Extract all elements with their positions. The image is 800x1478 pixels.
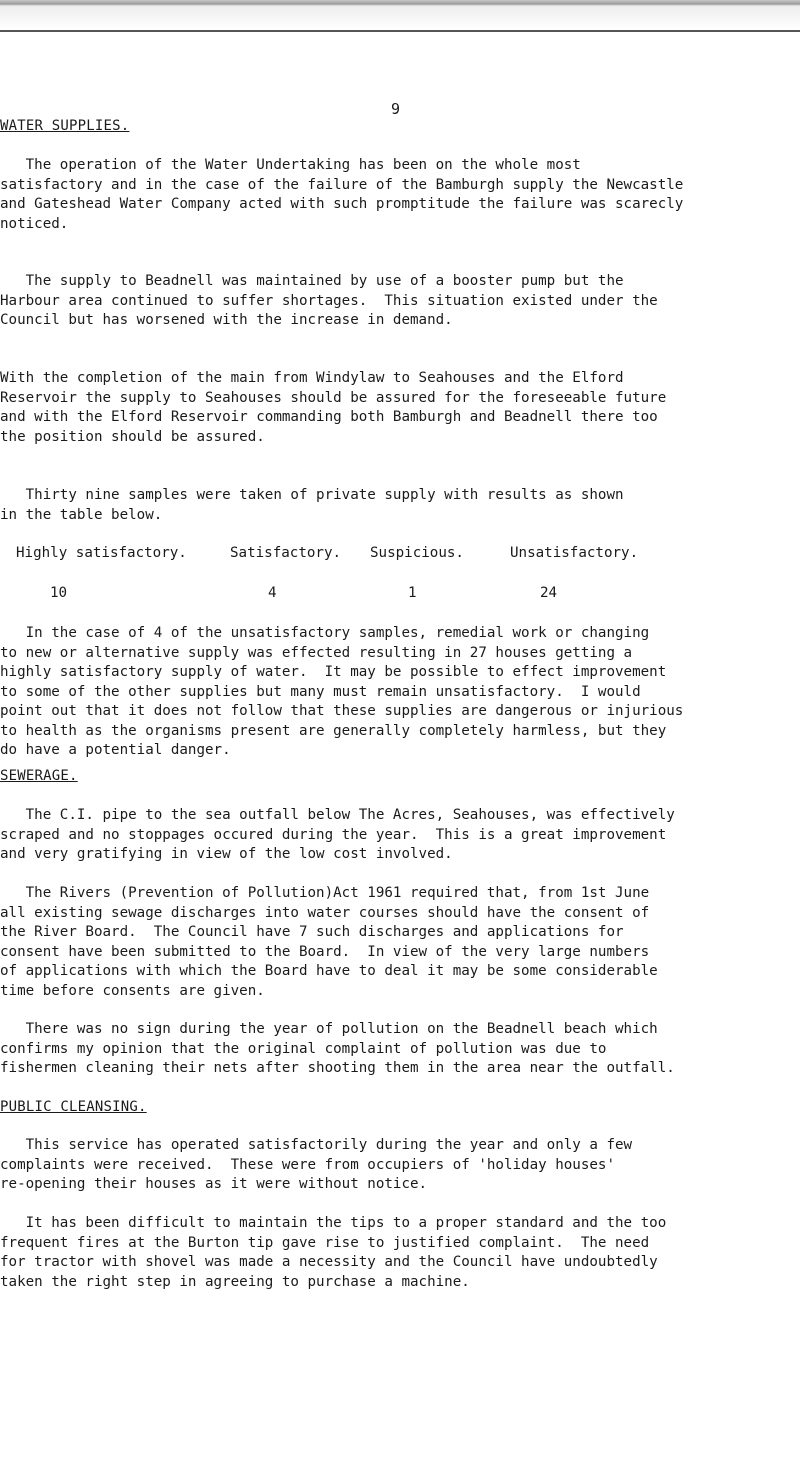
sewerage-heading: SEWERAGE.: [0, 768, 78, 784]
page-number: 9: [391, 100, 401, 118]
water-paragraph-2: The supply to Beadnell was maintained by use of a booster pump but the Harbour area continued to suffer shortages. This situation existed under the Council but has worsened with the increase in demand.: [0, 273, 658, 328]
water-paragraph-1: The operation of the Water Undertaking has been on the whole most satisfactory and in the case of the failure of the Bamburgh supply the Newcastle and Gateshead Water Company acted with such promptitude the failure was scarecly noticed.: [0, 157, 684, 232]
table-value-unsatisfactory: 24: [540, 585, 558, 601]
page-top-edge: [0, 0, 800, 34]
table-header-satisfactory: Satisfactory.: [230, 545, 342, 561]
table-value-satisfactory: 4: [268, 585, 277, 601]
sewerage-paragraph-1: The C.I. pipe to the sea outfall below The Acres, Seahouses, was effectively scraped and no stoppages occured during the year. This is a great improvement and very gratifying in view of the low cost involved.: [0, 807, 675, 862]
water-paragraph-4: Thirty nine samples were taken of private supply with results as shown in the table below.: [0, 487, 624, 523]
table-header-highly-satisfactory: Highly satisfactory.: [16, 545, 187, 561]
table-header-unsatisfactory: Unsatisfactory.: [510, 545, 639, 561]
table-header-suspicious: Suspicious.: [370, 545, 464, 561]
water-supplies-heading: WATER SUPPLIES.: [0, 118, 130, 134]
water-paragraph-5: In the case of 4 of the unsatisfactory samples, remedial work or changing to new or alternative supply was effected resulting in 27 houses getting a highly satisfactory supply of water. It may be possible to effect improvement to some of the other supplies but many must remain unsatisfactory. I would point out that it does not follow that these supplies are dangerous or injurious to health as the organisms present are generally completely harmless, but they do have a potential danger.: [0, 625, 684, 758]
cleansing-paragraph-1: This service has operated satisfactorily during the year and only a few complaints were received. These were from occupiers of 'holiday houses' re-opening their houses as it were without notice.: [0, 1137, 633, 1192]
sewerage-paragraph-2: The Rivers (Prevention of Pollution)Act 1961 required that, from 1st June all existing sewage discharges into water courses should have the consent of the River Board. The Council have 7 such discharges and applications for consent have been submitted to the Board. In view of the very large numbers of applications with which the Board have to deal it may be some considerable time before consents are given.: [0, 885, 658, 999]
water-paragraph-3: With the completion of the main from Windylaw to Seahouses and the Elford Reservoir the supply to Seahouses should be assured for the foreseeable future and with the Elford Reservoir commanding both Bamburgh and Beadnell there too the position should be assured.: [0, 370, 667, 445]
page-top-rule: [0, 30, 800, 32]
cleansing-paragraph-2: It has been difficult to maintain the tips to a proper standard and the too frequent fires at the Burton tip gave rise to justified complaint. The need for tractor with shovel was made a necessity and the Council have undoubtedly taken the right step in agreeing to purchase a machine.: [0, 1215, 667, 1290]
table-value-suspicious: 1: [408, 585, 417, 601]
public-cleansing-heading: PUBLIC CLEANSING.: [0, 1099, 147, 1115]
table-value-highly-satisfactory: 10: [50, 585, 68, 601]
sewerage-paragraph-3: There was no sign during the year of pollution on the Beadnell beach which confirms my opinion that the original complaint of pollution was due to fishermen cleaning their nets after shooting them in the area near the outfall.: [0, 1021, 675, 1076]
